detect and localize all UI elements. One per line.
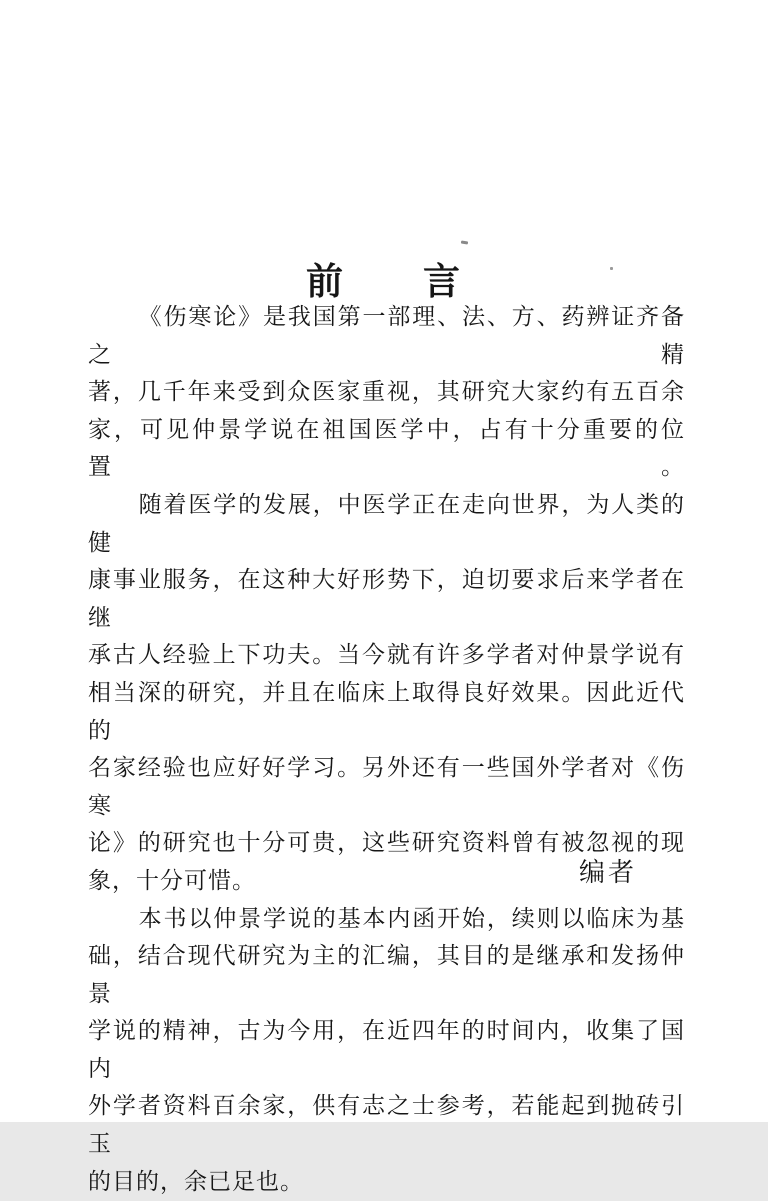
text-line: 学说的精神，古为今用，在近四年的时间内，收集了国内: [88, 1018, 685, 1082]
text-line: 承古人经验上下功夫。当今就有许多学者对仲景学说有: [88, 642, 685, 669]
text-line: 的目的，余已足也。: [88, 1168, 304, 1195]
page-title: 前 言: [306, 258, 462, 303]
text-line: 《伤寒论》是我国第一部理、法、方、药辨证齐备之精: [88, 304, 685, 368]
author-signature: 编者: [578, 858, 637, 888]
scan-speck: [610, 267, 613, 270]
text-line: 随着医学的发展，中医学正在走向世界，为人类的健: [88, 491, 685, 556]
text-line: 本书以仲景学说的基本内函开始，续则以临床为基: [138, 905, 685, 932]
text-line: 名家经验也应好好学习。另外还有一些国外学者对《伤寒: [88, 755, 685, 819]
preface-body: [88, 299, 685, 1201]
scan-speck: [461, 241, 468, 245]
text-line: 著，几千年来受到众医家重视，其研究大家约有五百余: [88, 379, 685, 406]
text-line: 论》的研究也十分可贵，这些研究资料曾有被忽视的现: [88, 830, 685, 857]
text-line: 康事业服务，在这种大好形势下，迫切要求后来学者在继: [88, 567, 685, 631]
text-line: 象，十分可惜。: [88, 867, 256, 894]
text-line: 家，可见仲景学说在祖国医学中，占有十分重要的位置。: [88, 416, 685, 481]
text-line: 相当深的研究，并且在临床上取得良好效果。因此近代的: [88, 679, 685, 744]
text-line: 外学者资料百余家，供有志之士参考，若能起到抛砖引玉: [88, 1093, 685, 1158]
text-line: 础，结合现代研究为主的汇编，其目的是继承和发扬仲景: [88, 943, 685, 1007]
